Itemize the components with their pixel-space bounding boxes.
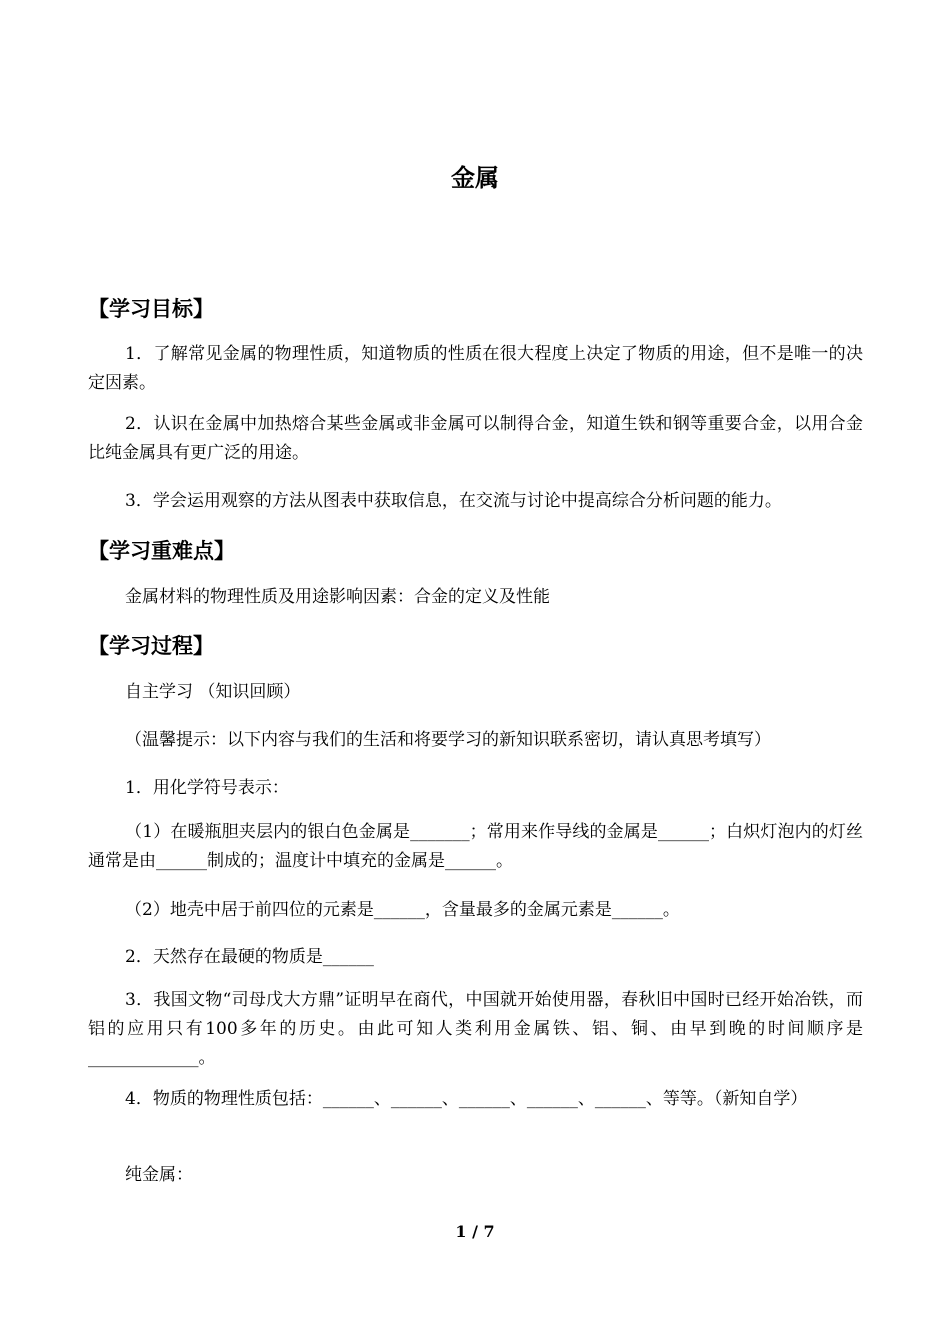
question-2: 2．天然存在最硬的物质是______	[125, 947, 374, 967]
question-3-text: 3．我国文物“司母戊大方鼎”证明早在商代，中国就开始使用器，春秋旧中国时已经开始冶铁，而铝的应用只有100多年的历史。由此可知人类利用金属铁、铝、铜、由早到晚的时间顺序是_____________。	[88, 990, 863, 1068]
keypoints-heading: 【学习重难点】	[88, 539, 235, 563]
objective-3: 3．学会运用观察的方法从图表中获取信息，在交流与讨论中提高综合分析问题的能力。	[125, 491, 782, 511]
question-1-1-text: （1）在暖瓶胆夹层内的银白色金属是_______；常用来作导线的金属是______；白炽灯泡内的灯丝通常是由______制成的；温度计中填充的金属是______。	[88, 822, 863, 871]
page-number: 1 / 7	[455, 1222, 495, 1241]
question-1-2: （2）地壳中居于前四位的元素是______，含量最多的金属元素是______。	[125, 900, 680, 920]
process-heading: 【学习过程】	[88, 634, 214, 658]
question-4	[88, 1085, 863, 1114]
question-4-text: 4．物质的物理性质包括：______、______、______、______、______、等等。（新知自学）	[125, 1089, 808, 1109]
objective-2	[88, 410, 863, 468]
pure-metal-label: 纯金属：	[125, 1165, 193, 1185]
self-study-label: 自主学习 （知识回顾）	[125, 682, 301, 702]
objective-2-text: 2．认识在金属中加热熔合某些金属或非金属可以制得合金，知道生铁和钢等重要合金，以用合金比纯金属具有更广泛的用途。	[88, 414, 863, 463]
objectives-heading: 【学习目标】	[88, 297, 214, 321]
keypoints-text: 金属材料的物理性质及用途影响因素：合金的定义及性能	[125, 587, 550, 607]
question-1-1	[88, 818, 863, 876]
tip-text: （温馨提示：以下内容与我们的生活和将要学习的新知识联系密切，请认真思考填写）	[125, 730, 771, 750]
question-1: 1．用化学符号表示：	[125, 778, 289, 798]
objective-1-text: 1．了解常见金属的物理性质，知道物质的性质在很大程度上决定了物质的用途，但不是唯一的决定因素。	[88, 344, 863, 393]
document-title: 金属	[451, 164, 499, 192]
objective-1	[88, 340, 863, 398]
question-3	[88, 986, 863, 1073]
